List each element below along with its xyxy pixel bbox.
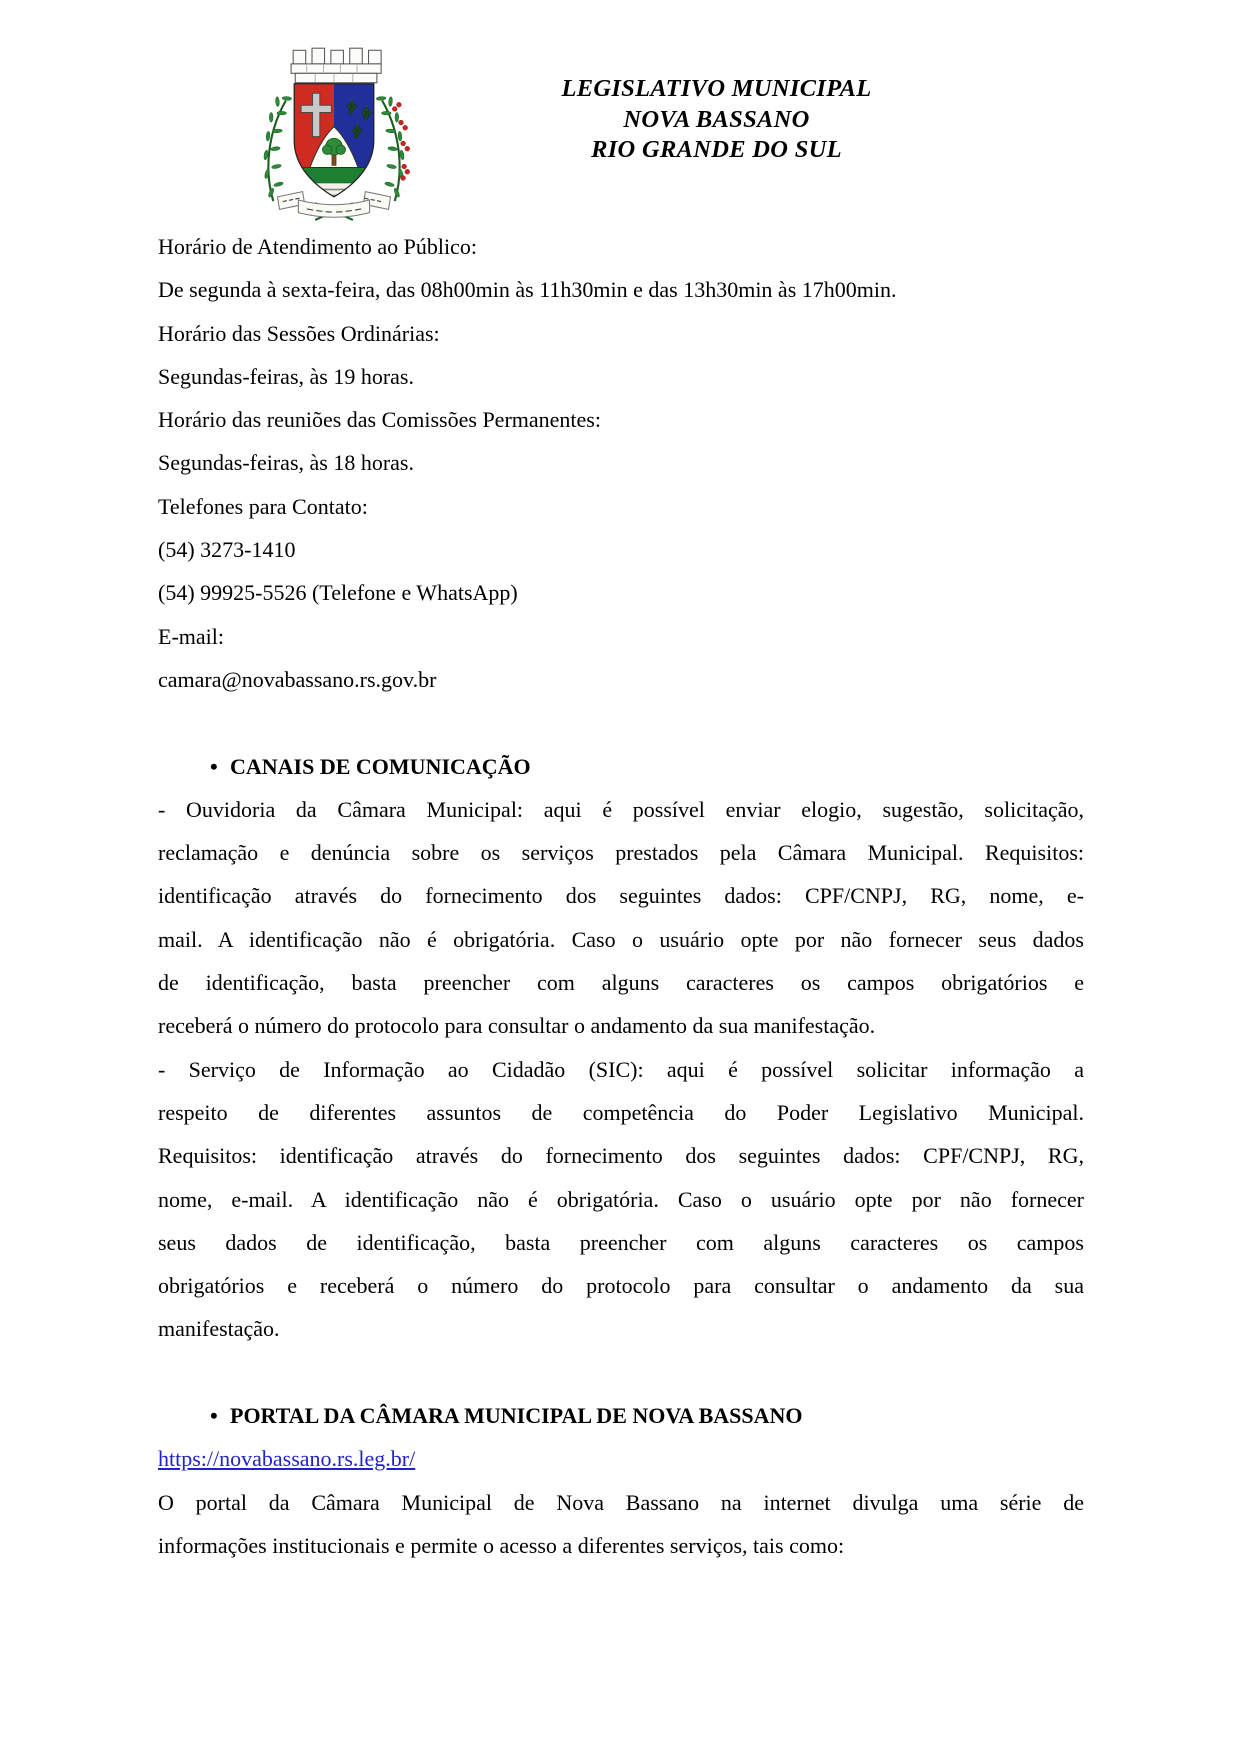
- laurel-branch-icon: [263, 96, 291, 201]
- contact-line-email: camara@novabassano.rs.gov.br: [158, 666, 437, 692]
- paragraph-line: mail. A identificação não é obrigatória. Caso o usuário opte por não fornecer seus dados: [158, 926, 1084, 952]
- paragraph-line: obrigatórios e receberá o número do protocolo para consultar o andamento da sua: [158, 1273, 1084, 1299]
- section-heading-canais: [158, 745, 1084, 788]
- contact-line: Segundas-feiras, às 18 horas.: [158, 450, 414, 476]
- bullet-icon: •: [210, 1403, 218, 1429]
- bullet-icon: •: [210, 753, 218, 779]
- contact-line: Horário das Sessões Ordinárias:: [158, 320, 440, 346]
- paragraph-line: - Ouvidoria da Câmara Municipal: aqui é possível enviar elogio, sugestão, solicitação,: [158, 796, 1084, 822]
- paragraph-line: O portal da Câmara Municipal de Nova Bassano na internet divulga uma série de: [158, 1489, 1084, 1515]
- mural-crown-icon: [291, 48, 381, 83]
- portal-link[interactable]: https://novabassano.rs.leg.br/: [158, 1446, 416, 1472]
- contact-line: De segunda à sexta-feira, das 08h00min às 11h30min e das 13h30min às 17h00min.: [158, 277, 897, 303]
- paragraph-line: nome, e-mail. A identificação não é obrigatória. Caso o usuário opte por não fornecer: [158, 1186, 1084, 1212]
- section-heading-portal: [158, 1394, 1084, 1437]
- paragraph-line: identificação através do fornecimento dos seguintes dados: CPF/CNPJ, RG, nome, e-: [158, 883, 1084, 909]
- paragraph-line: - Serviço de Informação ao Cidadão (SIC): aqui é possível solicitar informação a: [158, 1056, 1084, 1082]
- paragraph-line: Requisitos: identificação através do fornecimento dos seguintes dados: CPF/CNPJ, RG,: [158, 1143, 1084, 1169]
- municipal-coat-of-arms: [250, 44, 418, 222]
- paragraph-line: respeito de diferentes assuntos de competência do Poder Legislativo Municipal.: [158, 1099, 1084, 1125]
- paragraph-line: seus dados de identificação, basta preencher com alguns caracteres os campos: [158, 1229, 1084, 1255]
- org-title-line3: RIO GRANDE DO SUL: [591, 136, 842, 163]
- paragraph-line: de identificação, basta preencher com alguns caracteres os campos obrigatórios e: [158, 970, 1084, 996]
- org-title-line2: NOVA BASSANO: [623, 105, 810, 133]
- spacer: [158, 701, 1084, 744]
- org-title-line1: LEGISLATIVO MUNICIPAL: [561, 75, 872, 102]
- portal-link-line: [158, 1437, 1084, 1480]
- section-heading-text: PORTAL DA CÂMARA MUNICIPAL DE NOVA BASSANO: [230, 1403, 803, 1429]
- contact-line: Horário de Atendimento ao Público:: [158, 234, 477, 259]
- shield-icon: [294, 84, 374, 199]
- paragraph-line: informações institucionais e permite o acesso a diferentes serviços, tais como:: [158, 1532, 845, 1558]
- contact-line: E-mail:: [158, 623, 224, 649]
- contact-line-phone: (54) 3273-1410: [158, 537, 296, 563]
- section-heading-text: CANAIS DE COMUNICAÇÃO: [230, 753, 531, 779]
- paragraph-line: reclamação e denúncia sobre os serviços prestados pela Câmara Municipal. Requisitos:: [158, 840, 1084, 866]
- contact-line-phone: (54) 99925-5526 (Telefone e WhatsApp): [158, 580, 518, 606]
- spacer: [158, 1351, 1084, 1394]
- paragraph-line: receberá o número do protocolo para consultar o andamento da sua manifestação.: [158, 1013, 876, 1039]
- document-body: [158, 225, 1084, 1567]
- contact-line: Horário das reuniões das Comissões Permanentes:: [158, 407, 601, 433]
- contact-line: Segundas-feiras, às 19 horas.: [158, 363, 414, 389]
- letterhead-title: [400, 74, 1033, 166]
- contact-line: Telefones para Contato:: [158, 493, 368, 519]
- paragraph-line: manifestação.: [158, 1316, 280, 1342]
